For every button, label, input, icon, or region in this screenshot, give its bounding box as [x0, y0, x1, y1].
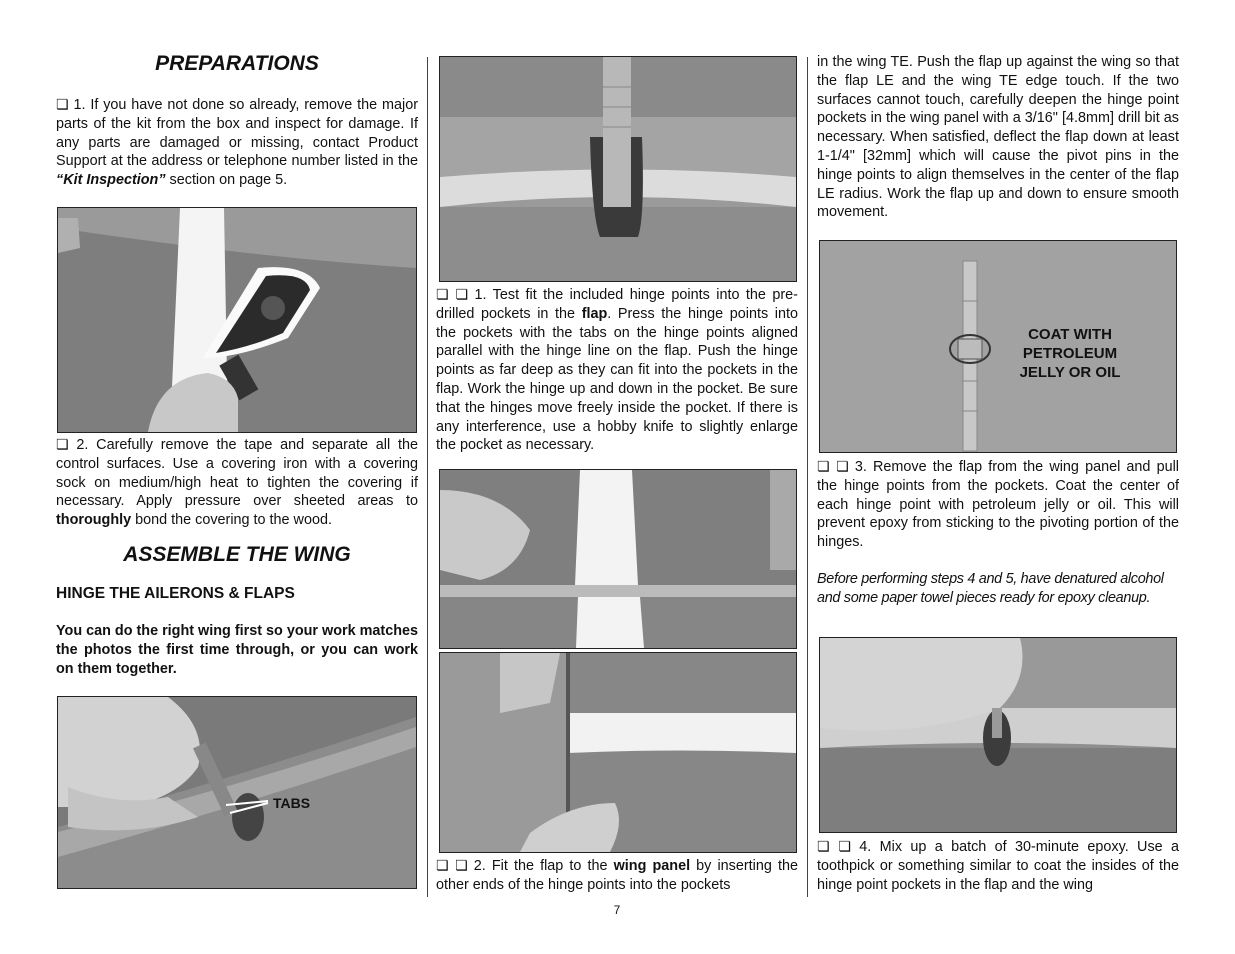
photo-hinge-in-flap — [439, 56, 797, 282]
column-divider-left — [427, 57, 428, 897]
subhead-hinge: HINGE THE AILERONS & FLAPS — [56, 585, 295, 602]
section-title-assemble-wing: ASSEMBLE THE WING — [123, 543, 351, 566]
photo-fit-flap-bottom — [439, 652, 797, 853]
flap-step-3: ❏ ❏ 3. Remove the flap from the wing panel and pull the hinge points from the pockets. Coat the center of each hinge point with petroleum jelly or oil. This will prevent epoxy from sticking to the pivoting portion of the hinges. — [817, 459, 1179, 551]
photo-label-tabs: TABS — [273, 795, 311, 811]
checkbox-icon[interactable]: ❏ ❏ — [817, 459, 849, 475]
checkbox-icon[interactable]: ❏ ❏ — [817, 839, 851, 855]
photo-label-coat-line1: COAT WITH — [1028, 326, 1112, 343]
photo-coat-hinge — [819, 240, 1177, 453]
photo-label-coat-line3: JELLY OR OIL — [1019, 364, 1121, 381]
page-number: 7 — [613, 903, 621, 917]
flap-step-1: ❏ ❏ 1. Test fit the included hinge points into the pre-drilled pockets in the flap. Press the hinge points into the pockets with the tabs on the hinge points aligned parallel with the hinge line on the flap. Push the hinge points as far deep as they can fit into the pockets in the flap. Work the hinge up and down in the pocket. Be sure that the hinges move freely inside the pocket. If there is any interference, use a hobby knife to slightly enlarge the pocket as necessary. — [436, 287, 798, 454]
flap-step-4: ❏ ❏ 4. Mix up a batch of 30-minute epoxy. Use a toothpick or something similar to coat the insides of the hinge point pockets in the flap and the wing — [817, 839, 1179, 893]
photo-fit-flap-top — [439, 469, 797, 649]
column-divider-right — [807, 57, 808, 897]
flap-step-2-continued: in the wing TE. Push the flap up against the wing so that the flap LE and the wing TE edge touch. If the two surfaces cannot touch, carefully deepen the hinge point pockets in the wing panel with a 3/16" [4.8mm] drill bit as necessary. When satisfied, deflect the flap down at least 1-1/4" [32mm] which will cause the pivot pins in the hinge points to align themselves in the center of the flap LE radius. Work the flap up and down to ensure smooth movement. — [817, 54, 1179, 221]
section-title-preparations: PREPARATIONS — [155, 52, 319, 75]
photo-label-coat-line2: PETROLEUM — [1022, 345, 1118, 362]
checkbox-icon[interactable]: ❏ ❏ — [436, 287, 469, 303]
photo-covering-iron — [57, 207, 417, 433]
prep-step-1: ❏ 1. If you have not done so already, remove the major parts of the kit from the box and inspect for damage. If any parts are damaged or missing, contact Product Support at the address or telephone number listed in the “Kit Inspection” section on page 5. — [56, 97, 418, 189]
checkbox-icon[interactable]: ❏ ❏ — [436, 858, 468, 874]
note-right-wing: You can do the right wing first so your work matches the photos the first time through, or you can work on them together. — [56, 623, 418, 677]
photo-label-coat — [1010, 325, 1130, 382]
photo-epoxy-pocket — [819, 637, 1177, 833]
checkbox-icon[interactable]: ❏ — [56, 97, 69, 113]
flap-step-2: ❏ ❏ 2. Fit the flap to the wing panel by inserting the other ends of the hinge points into the pockets — [436, 858, 798, 893]
checkbox-icon[interactable]: ❏ — [56, 437, 69, 453]
prep-step-2: ❏ 2. Carefully remove the tape and separate all the control surfaces. Use a covering iron with a covering sock on medium/high heat to tighten the covering if necessary. Apply pressure over sheeted areas to thoroughly bond the covering to the wood. — [56, 437, 418, 529]
epoxy-cleanup-note: Before performing steps 4 and 5, have denatured alcohol and some paper towel pieces ready for epoxy cleanup. — [817, 571, 1164, 606]
photo-hinge-tabs — [57, 696, 417, 889]
